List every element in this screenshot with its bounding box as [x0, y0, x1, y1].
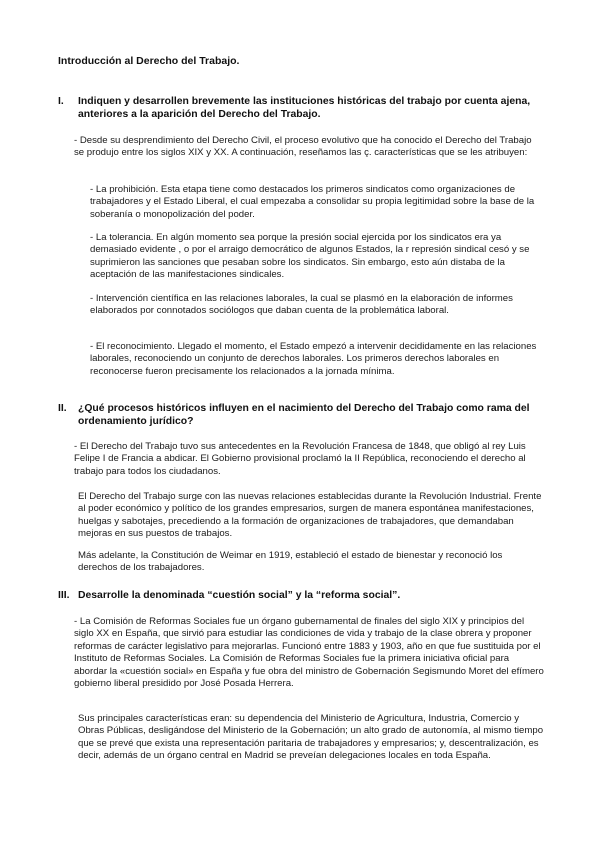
section-heading-text: ¿Qué procesos históricos influyen en el nacimiento del Derecho del Trabajo como rama del ordenamiento jurídico?: [78, 403, 530, 427]
section-number: I.: [58, 96, 64, 107]
list-item: - El reconocimiento. Llegado el momento, el Estado empezó a intervenir decididamente en las relaciones laborales, reconociendo un conjunto de derechos laborales. Los primeros derechos laborales en reconocerse fueron precisamente los relacionados a la jornada mínima.: [90, 341, 537, 377]
paragraph: - Desde su desprendimiento del Derecho Civil, el proceso evolutivo que ha conocido el Derecho del Trabajo se produjo entre los siglos XIX y XX. A continuación, reseñamos las ç. características que se les atribuyen:: [74, 135, 532, 159]
section-heading-text: Indiquen y desarrollen brevemente las instituciones históricas del trabajo por cuenta ajena, anteriores a la aparición del Derecho del Trabajo.: [78, 96, 531, 120]
section-number: III.: [58, 590, 70, 601]
paragraph: Sus principales características eran: su dependencia del Ministerio de Agricultura, Industria, Comercio y Obras Públicas, desligándose del Ministerio de la Gobernación; un alto grado de autonomía, al mismo tiempo que se prevé que exista una representación paritaria de trabajadores y empresarios; y, descentralización, es decir, además de un órgano central en Madrid se preveían delegaciones locales en toda España.: [78, 713, 544, 762]
paragraph: - El Derecho del Trabajo tuvo sus antecedentes en la Revolución Francesa de 1848, que obligó al rey Luis Felipe I de Francia a abdicar. El Gobierno provisional proclamó la II República, reconociendo el derecho al trabajo para todos los ciudadanos.: [74, 441, 526, 477]
section-2-heading: [58, 402, 548, 428]
list-item: - La prohibición. Esta etapa tiene como destacados los primeros sindicatos como organizaciones de trabajadores y el Estado Liberal, el cual empezaba a consolidar su propia legitimidad sobre la base de la soberanía o monopolización del poder.: [90, 184, 535, 220]
paragraph: El Derecho del Trabajo surge con las nuevas relaciones establecidas durante la Revolución Industrial. Frente al poder económico y político de los grandes empresarios, surgen de manera espontánea manifestaciones, huelgas y sabotajes, precediendo a la formación de organizaciones de trabajadores, que demandaban mejoras en sus puestos de trabajos.: [78, 491, 542, 540]
paragraph: - La Comisión de Reformas Sociales fue un órgano gubernamental de finales del siglo XIX y principios del siglo XX en España, que sirvió para estudiar las condiciones de vida y trabajo de la clase obrera y proponer reformas de carácter legislativo para mejorarlas. Funcionó entre 1883 y 1903, año en que fue sustituida por el Instituto de Reformas Sociales. La Comisión de Reformas Sociales fue la primera iniciativa oficial para abordar la «cuestión social» en España y fue obra del ministro de Gobernación Segismundo Moret del efímero gobierno liberal presidido por José Posada Herrera.: [74, 616, 544, 690]
section-1-heading: [58, 95, 548, 121]
document-title: Introducción al Derecho del Trabajo.: [58, 55, 240, 67]
list-item: - La tolerancia. En algún momento sea porque la presión social ejercida por los sindicatos era ya demasiado evidente , o por el arraigo democrático de algunos Estados, la r represión sindical cesó y se suprimieron las sanciones que pesaban sobre los sindicatos. Sin embargo, esto aún distaba de la aceptación de las manifestaciones sindicales.: [90, 232, 530, 281]
paragraph: Más adelante, la Constitución de Weimar en 1919, estableció el estado de bienestar y reconoció los derechos de los trabajadores.: [78, 550, 503, 574]
list-item: - Intervención científica en las relaciones laborales, la cual se plasmó en la elaboración de informes elaborados por connotados sociólogos que daban cuenta de la problemática laboral.: [90, 293, 513, 317]
section-number: II.: [58, 403, 67, 414]
section-3-heading: [58, 589, 548, 602]
section-heading-text: Desarrolle la denominada “cuestión social” y la “reforma social”.: [78, 590, 401, 601]
